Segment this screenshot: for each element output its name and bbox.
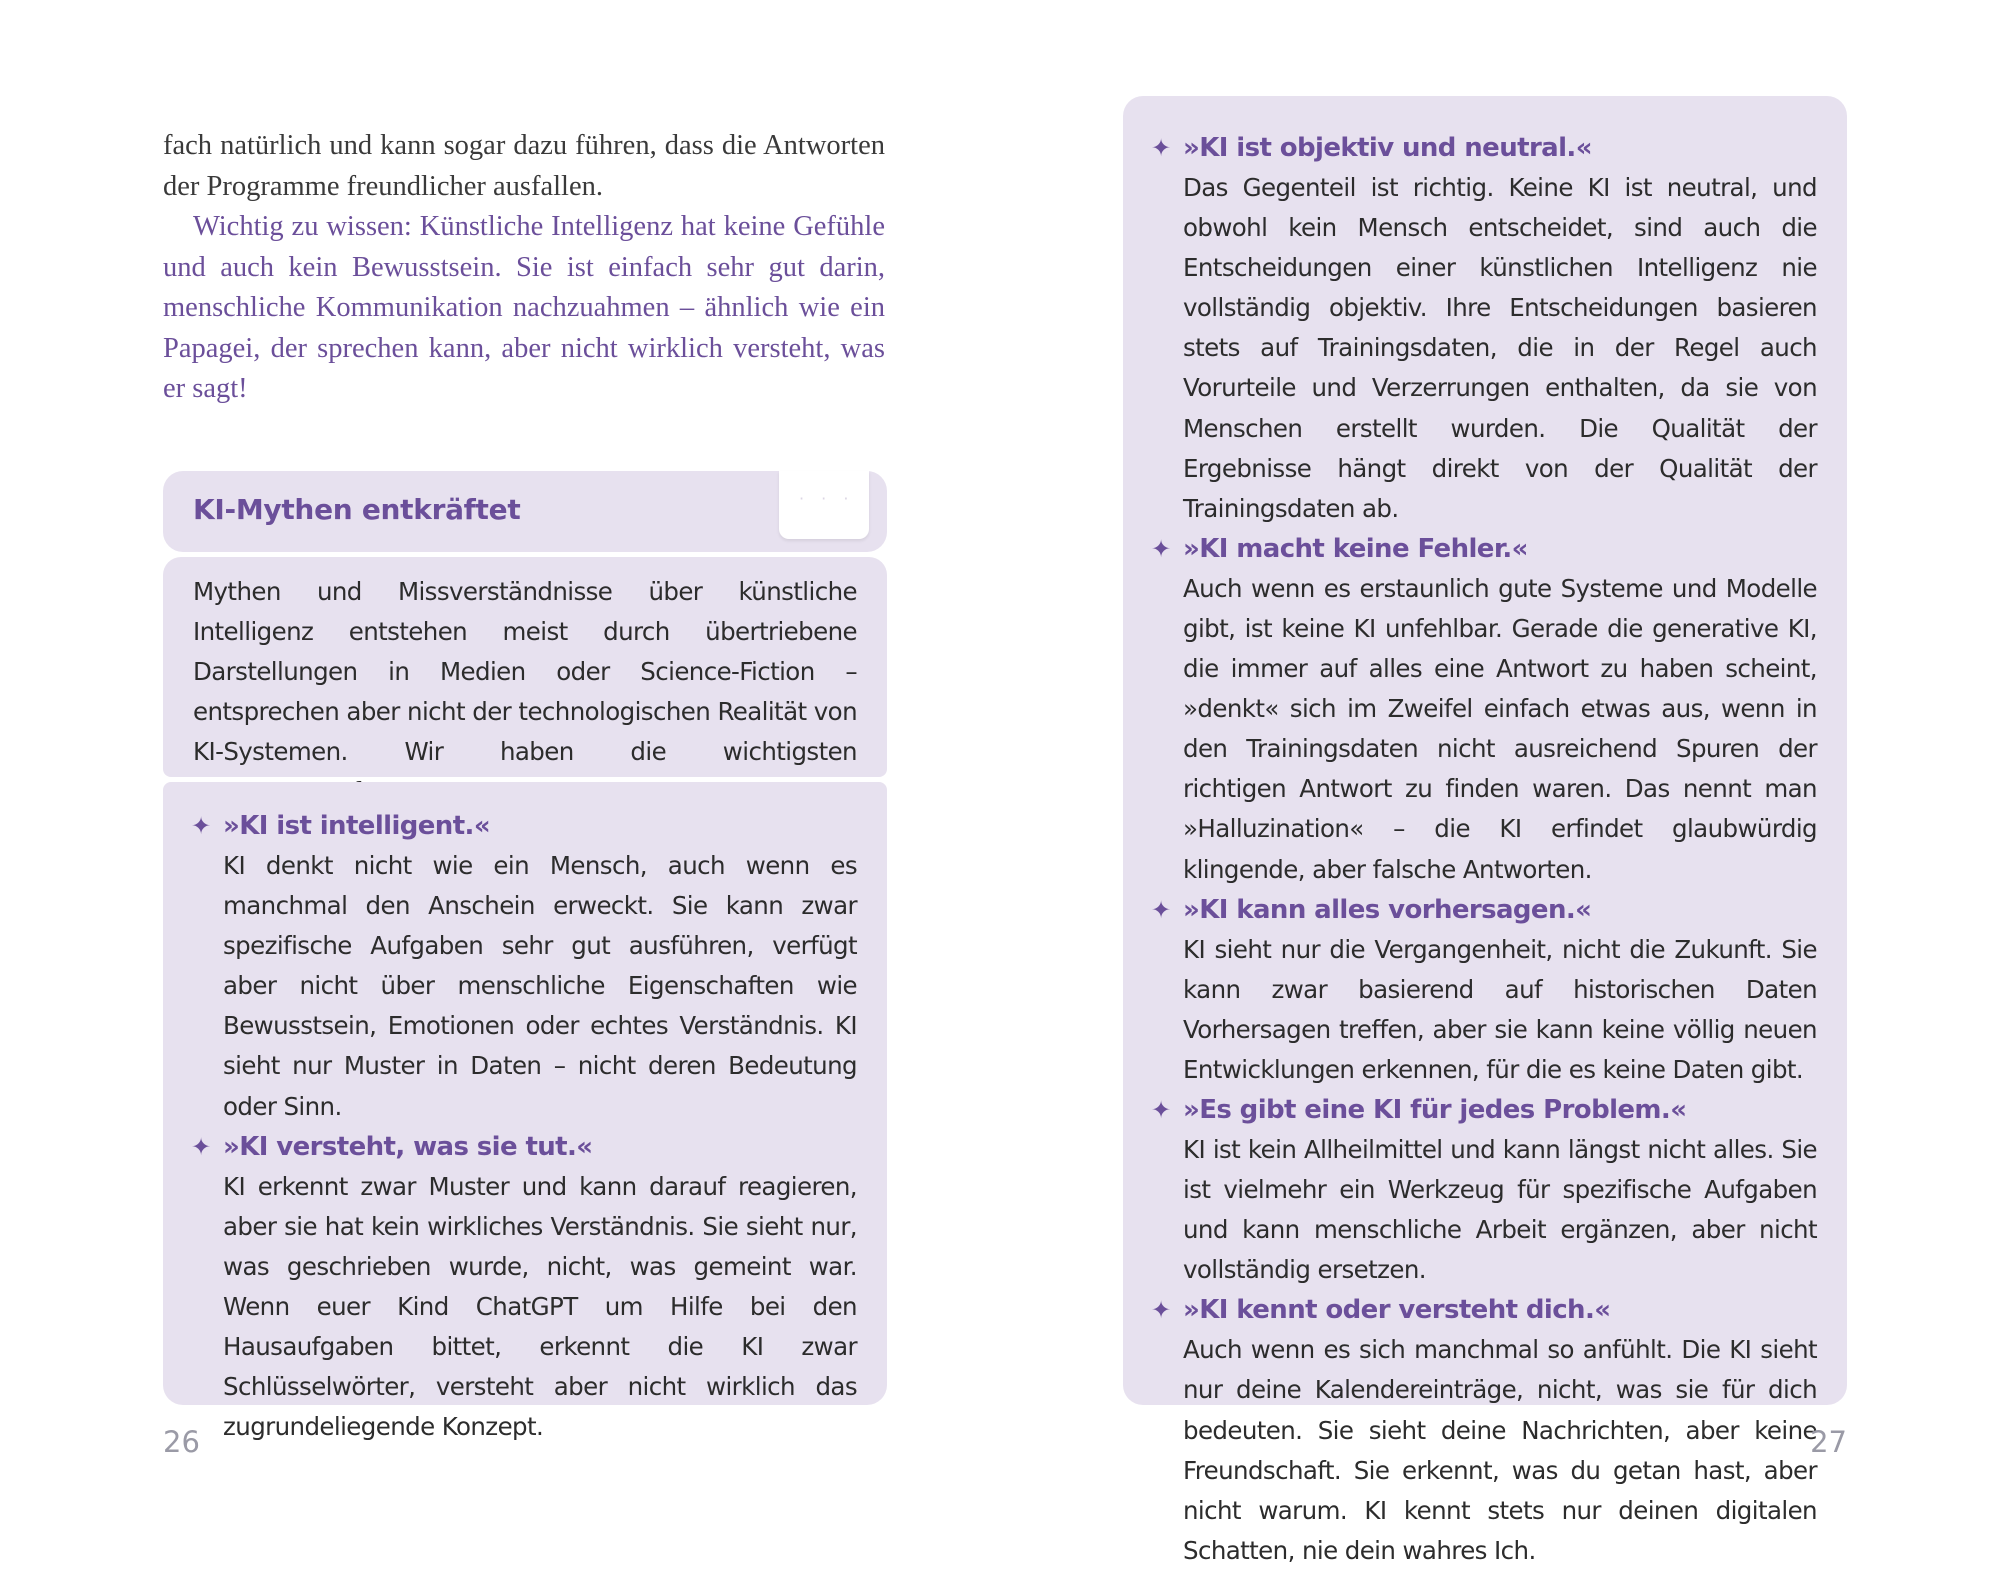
myth-item [163, 806, 887, 1127]
title-tab-decoration [779, 471, 869, 539]
myth-text: Das Gegenteil ist richtig. Keine KI ist neutral, und obwohl kein Mensch entscheidet, sind auch die Entscheidungen einer künstlichen Intelligenz nie vollständig objektiv. Ihre Entscheidungen basieren stets auf Trainingsdaten, die in der Regel auch Vorurteile und Verzerrungen enthalten, da sie von Menschen erstellt wurden. Die Qualität der Ergebnisse hängt direkt von der Qualität der Trainingsdaten ab. [1183, 173, 1817, 523]
star-bullet-icon: ✦ [191, 1132, 211, 1161]
box-intro [163, 557, 887, 777]
star-bullet-icon: ✦ [191, 812, 211, 840]
myth-item [1123, 128, 1847, 529]
myth-title: »KI ist intelligent.« [223, 811, 491, 841]
star-bullet-icon: ✦ [1151, 1296, 1171, 1325]
paragraph-continued: fach natürlich und kann sogar dazu führen, dass die Antworten der Programme freundlicher ausfallen. [163, 130, 885, 202]
myth-item [1123, 890, 1847, 1090]
page-number: 27 [1810, 1425, 1847, 1459]
myth-title: »KI kennt oder versteht dich.« [1183, 1295, 1611, 1326]
myth-text: Auch wenn es erstaunlich gute Systeme und Modelle gibt, ist keine KI unfehlbar. Gerade die generative KI, die immer auf alles eine Antwort zu haben scheint, »denkt« sich im Zweifel einfach etwas aus, wenn in den Trainingsdaten nicht ausreichend Spuren der richtigen Antwort zu finden waren. Das nennt man »Halluzination« – die KI erfindet glaubwürdig klingende, aber falsche Antworten. [1183, 573, 1817, 884]
myth-list-right [1123, 128, 1847, 1571]
myth-title: »KI macht keine Fehler.« [1183, 533, 1528, 564]
box-title: KI-Mythen entkräftet [193, 493, 521, 526]
myth-text: KI sieht nur die Vergangenheit, nicht die Zukunft. Sie kann zwar basierend auf historischen Daten Vorhersagen treffen, aber sie kann keine völlig neuen Entwicklungen erkennen, für die es keine Daten gibt. [1183, 934, 1817, 1084]
right-page [1000, 0, 2000, 1593]
myth-title: »Es gibt eine KI für jedes Problem.« [1183, 1094, 1687, 1125]
myth-title: »KI ist objektiv und neutral.« [1183, 133, 1592, 163]
myth-text: KI denkt nicht wie ein Mensch, auch wenn es manchmal den Anschein erweckt. Sie kann zwar spezifische Aufgaben sehr gut ausführen, verfügt aber nicht über menschliche Eigenschaften wie Bewusstsein, Emotionen oder echtes Verständnis. KI sieht nur Muster in Daten – nicht deren Bedeutung oder Sinn. [223, 851, 857, 1121]
myth-text: KI ist kein Allheilmittel und kann längst nicht alles. Sie ist vielmehr ein Werkzeug für spezifische Aufgaben und kann menschliche Arbeit ergänzen, aber nicht vollständig ersetzen. [1183, 1134, 1817, 1285]
box-title-bar [163, 471, 887, 552]
dots-icon: · · · [799, 489, 855, 508]
myth-item [1123, 529, 1847, 890]
myth-text: Auch wenn es sich manchmal so anfühlt. Die KI sieht nur deine Kalendereinträge, nicht, was sie für dich bedeuten. Sie sieht deine Nachrichten, aber keine Freundschaft. Sie erkennt, was du getan hast, aber nicht warum. KI kennt stets nur deinen digitalen Schatten, nie dein wahres Ich. [1183, 1335, 1817, 1565]
paragraph-note: Wichtig zu wissen: Künstliche Intelligenz hat keine Gefühle und auch kein Bewusstsein. Sie ist einfach sehr gut darin, menschliche Kommunikation nachzuahmen – ähnlich wie ein Papagei, der sprechen kann, aber nicht wirklich versteht, was er sagt! [163, 211, 885, 404]
star-bullet-icon: ✦ [1151, 134, 1171, 162]
myth-title: »KI versteht, was sie tut.« [223, 1131, 593, 1162]
star-bullet-icon: ✦ [1151, 895, 1171, 924]
myth-text: KI erkennt zwar Muster und kann darauf reagieren, aber sie hat kein wirkliches Verständnis. Sie sieht nur, was geschrieben wurde, nicht, was gemeint war. Wenn euer Kind ChatGPT um Hilfe bei den Hausaufgaben bittet, erkennt die KI zwar Schlüsselwörter, versteht aber nicht wirklich das zugrundeliegende Konzept. [223, 1171, 857, 1442]
myth-item [163, 1127, 887, 1448]
star-bullet-icon: ✦ [1151, 1095, 1171, 1124]
myth-item [1123, 1090, 1847, 1290]
body-text [163, 126, 885, 410]
myth-list-left [163, 806, 887, 1447]
myth-title: »KI kann alles vorhersagen.« [1183, 894, 1592, 925]
page-number: 26 [163, 1425, 200, 1459]
star-bullet-icon: ✦ [1151, 534, 1171, 563]
box-intro-text: Mythen und Missverständnisse über künstliche Intelligenz entstehen meist durch übertriebene Darstellungen in Medien oder Science-Fiction – entsprechen aber nicht der technologischen Realität von KI-Systemen. Wir haben die wichtigsten [193, 577, 857, 767]
myth-item [1123, 1290, 1847, 1571]
